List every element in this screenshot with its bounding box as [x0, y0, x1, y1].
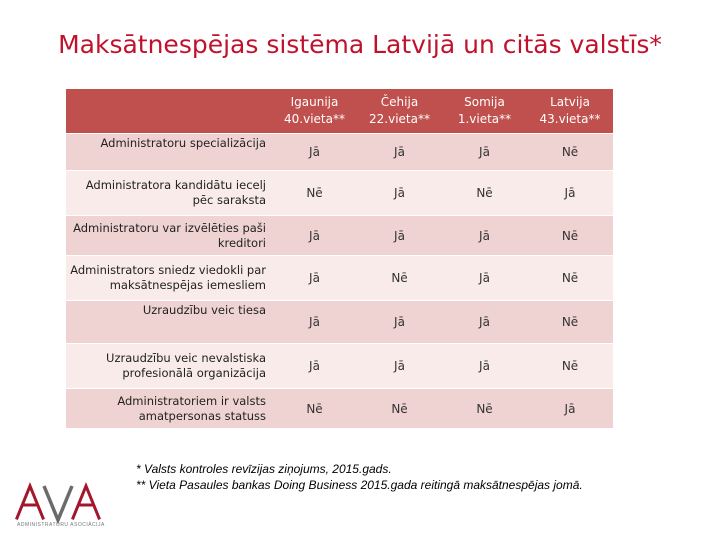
- footnote-ranking: ** Vieta Pasaules bankas Doing Business 2015.gada reitingā maksātnespējas jomā.: [136, 478, 583, 492]
- table-header-row: [66, 89, 613, 133]
- table-row: [66, 255, 613, 300]
- row-label-line: pēc saraksta: [192, 193, 266, 207]
- table-cell: Jā: [272, 300, 357, 343]
- table-cell: Nē: [527, 215, 613, 255]
- table-cell: Jā: [442, 343, 527, 388]
- table-row: [66, 133, 613, 170]
- row-label: [66, 133, 272, 170]
- column-rank: 40.vieta**: [284, 112, 345, 126]
- table-cell: Nē: [357, 388, 442, 428]
- table-cell: Jā: [272, 215, 357, 255]
- table-cell: Jā: [272, 343, 357, 388]
- table-cell: Nē: [527, 300, 613, 343]
- table-cell: Nē: [272, 388, 357, 428]
- table-cell: Jā: [272, 255, 357, 300]
- table-cell: Jā: [442, 300, 527, 343]
- column-country: Igaunija: [290, 95, 339, 109]
- column-header-igaunija: [272, 89, 357, 133]
- row-label: [66, 255, 272, 300]
- table-cell: Jā: [357, 133, 442, 170]
- row-label-line: Administratoriem ir valsts: [117, 393, 266, 408]
- logo-caption: ADMINISTRATORU ASOCIĀCIJA: [17, 522, 105, 528]
- table-cell: Jā: [442, 133, 527, 170]
- logo-v: [44, 486, 72, 520]
- ava-logo: [13, 478, 103, 528]
- footnotes: [136, 461, 583, 493]
- table-cell: Jā: [357, 170, 442, 215]
- table-cell: Nē: [357, 255, 442, 300]
- table-cell: Jā: [442, 215, 527, 255]
- row-label-line: Administratora kandidātu iecelj: [85, 178, 266, 192]
- column-rank: 22.vieta**: [369, 112, 430, 126]
- table-cell: Nē: [272, 170, 357, 215]
- table-row: [66, 215, 613, 255]
- page-title: Maksātnespējas sistēma Latvijā un citās valstīs*: [58, 30, 662, 59]
- column-rank: 43.vieta**: [539, 112, 601, 126]
- row-label: [66, 215, 272, 255]
- table-cell: Jā: [527, 170, 613, 215]
- row-label-line: amatpersonas statuss: [138, 408, 266, 423]
- table-row: [66, 300, 613, 343]
- table-row: [66, 388, 613, 428]
- row-label-line: Administratoru specializācija: [100, 136, 266, 150]
- column-country: Latvija: [550, 95, 590, 109]
- row-label-line: Uzraudzību veic nevalstiska: [106, 351, 266, 365]
- logo-a-left: [17, 486, 43, 518]
- table-cell: Jā: [272, 133, 357, 170]
- comparison-table: [66, 89, 613, 428]
- table-cell: Jā: [357, 343, 442, 388]
- row-label: [66, 388, 272, 428]
- table-cell: Jā: [527, 388, 613, 428]
- column-country: Čehija: [380, 95, 419, 109]
- table-cell: Jā: [357, 300, 442, 343]
- table-row: [66, 170, 613, 215]
- column-header-somija: [442, 89, 527, 133]
- row-label-line: kreditori: [217, 235, 266, 250]
- table-cell: Jā: [442, 255, 527, 300]
- row-label-line: profesionālā organizācija: [122, 366, 266, 380]
- row-label: [66, 170, 272, 215]
- row-label: [66, 343, 272, 388]
- header-corner-cell: [66, 89, 272, 133]
- column-rank: 1.vieta**: [457, 112, 512, 126]
- logo-a-right: [73, 486, 99, 518]
- table-cell: Jā: [357, 215, 442, 255]
- row-label-line: Administratoru var izvēlēties paši: [73, 220, 266, 235]
- table-cell: Nē: [527, 133, 613, 170]
- column-header-latvija: [527, 89, 613, 133]
- row-label-line: maksātnespējas iemesliem: [109, 278, 266, 292]
- table-cell: Nē: [442, 388, 527, 428]
- table-cell: Nē: [442, 170, 527, 215]
- column-country: Somija: [464, 95, 505, 109]
- footnote-source: * Valsts kontroles revīzijas ziņojums, 2015.gads.: [136, 462, 392, 476]
- row-label-line: Administrators sniedz viedokli par: [70, 263, 266, 277]
- table-cell: Nē: [527, 343, 613, 388]
- table-cell: Nē: [527, 255, 613, 300]
- table-row: [66, 343, 613, 388]
- row-label: [66, 300, 272, 343]
- row-label-line: Uzraudzību veic tiesa: [142, 303, 266, 317]
- column-header-cehija: [357, 89, 442, 133]
